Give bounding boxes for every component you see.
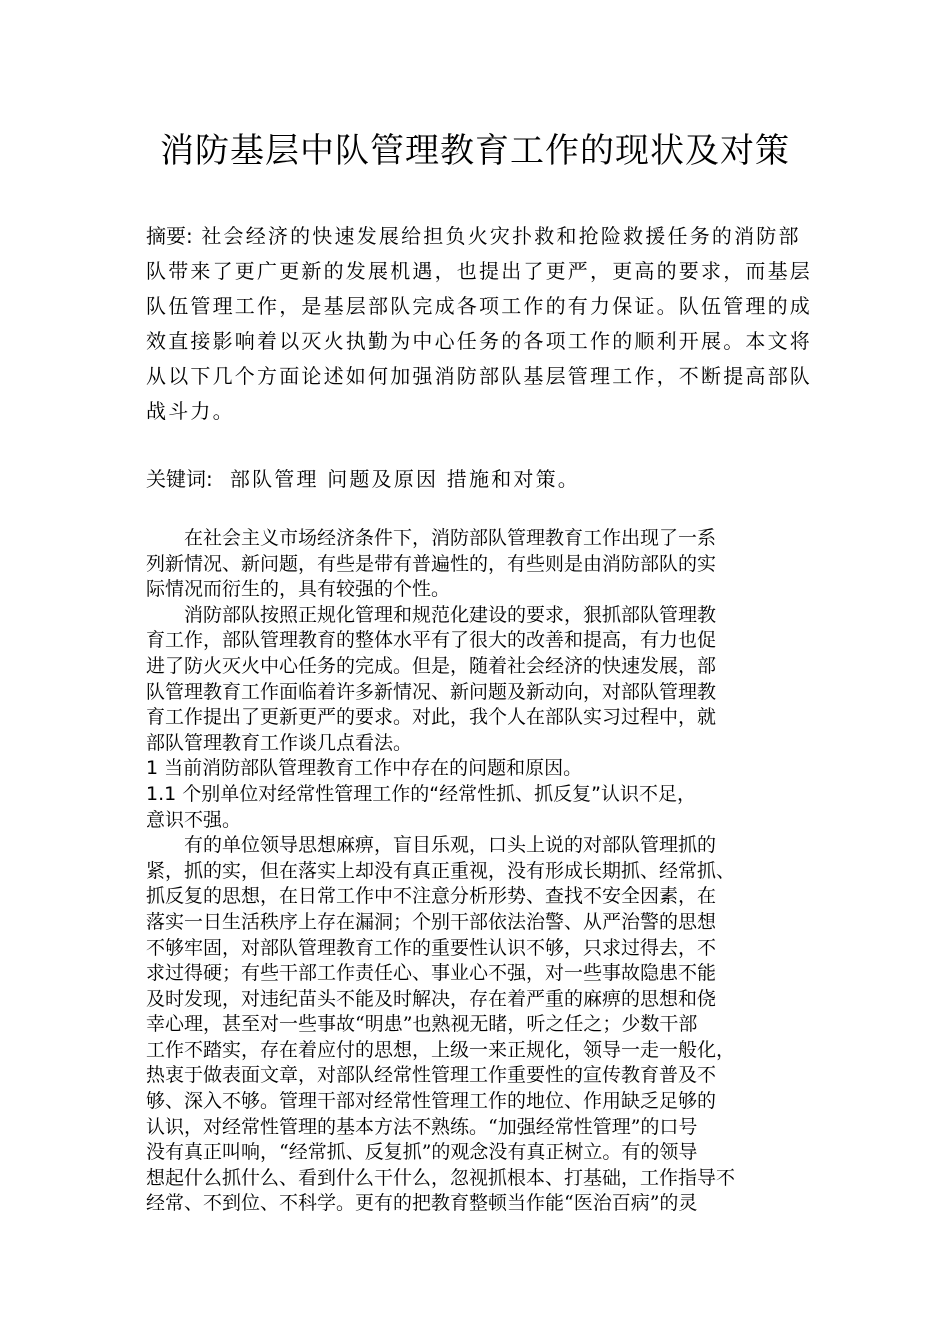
abstract-section xyxy=(146,219,811,429)
paragraph-line: 落实一日生活秩序上存在漏洞；个别干部依法治警、从严治警的思想 xyxy=(146,910,717,933)
paragraph-line: 列新情况、新问题，有些是带有普遍性的，有些则是由消防部队的实 xyxy=(146,552,717,575)
paragraph-line: 紧，抓的实，但在落实上却没有真正重视，没有形成长期抓、经常抓、 xyxy=(146,859,736,882)
paragraph-line: 经常、不到位、不科学。更有的把教育整顿当作能“医治百病”的灵 xyxy=(146,1192,698,1215)
paragraph-line: 在社会主义市场经济条件下，消防部队管理教育工作出现了一系 xyxy=(146,527,717,549)
paragraph-line: 队管理教育工作面临着许多新情况、新问题及新动向，对部队管理教 xyxy=(146,680,717,703)
document-title: 消防基层中队管理教育工作的现状及对策 xyxy=(160,131,790,171)
abstract-line: 战斗力。 xyxy=(146,399,235,423)
paragraph-line: 幸心理，甚至对一些事故“明患”也熟视无睹，听之任之；少数干部 xyxy=(146,1013,698,1036)
abstract-line xyxy=(146,219,811,254)
paragraph-line: 热衷于做表面文章，对部队经常性管理工作重要性的宣传教育普及不 xyxy=(146,1064,717,1087)
paragraph-line: 消防部队按照正规化管理和规范化建设的要求，狠抓部队管理教 xyxy=(146,603,717,626)
paragraph-line: 想起什么抓什么、看到什么干什么，忽视抓根本、打基础，工作指导不 xyxy=(146,1166,736,1189)
keywords-label: 关键词: xyxy=(146,467,213,491)
paragraph-line: 进了防火灭火中心任务的完成。但是，随着社会经济的快速发展，部 xyxy=(146,654,717,677)
paragraph-line: 够、深入不够。管理干部对经常性管理工作的地位、作用缺乏足够的 xyxy=(146,1090,717,1113)
paragraph-line: 不够牢固，对部队管理教育工作的重要性认识不够，只求过得去，不 xyxy=(146,936,717,959)
paragraph-line: 部队管理教育工作谈几点看法。 xyxy=(146,731,413,754)
abstract-line: 队伍管理工作，是基层部队完成各项工作的有力保证。队伍管理的成 xyxy=(146,294,812,318)
paragraph-line: 求过得硬；有些干部工作责任心、事业心不强，对一些事故隐患不能 xyxy=(146,962,717,985)
keywords-section xyxy=(146,462,580,497)
abstract-label: 摘要: xyxy=(146,224,193,248)
keywords-text: 部队管理 问题及原因 措施和对策。 xyxy=(229,467,580,491)
paragraph-line: 际情况而衍生的，具有较强的个性。 xyxy=(146,578,451,601)
abstract-line: 从以下几个方面论述如何加强消防部队基层管理工作，不断提高部队 xyxy=(146,364,812,388)
paragraph-line: 育工作，部队管理教育的整体水平有了很大的改善和提高，有力也促 xyxy=(146,629,717,652)
section-heading: 1 当前消防部队管理教育工作中存在的问题和原因。 xyxy=(146,757,583,780)
abstract-line: 队带来了更广更新的发展机遇，也提出了更严，更高的要求，而基层 xyxy=(146,259,812,283)
subsection-heading: 意识不强。 xyxy=(146,808,242,831)
abstract-text: 社会经济的快速发展给担负火灾扑救和抢险救援任务的消防部 xyxy=(201,224,801,248)
paragraph-line: 有的单位领导思想麻痹，盲目乐观，口头上说的对部队管理抓的 xyxy=(146,834,717,857)
abstract-line: 效直接影响着以灭火执勤为中心任务的各项工作的顺利开展。本文将 xyxy=(146,329,812,353)
subsection-heading: 1.1 个别单位对经常性管理工作的“经常性抓、抓反复”认识不足， xyxy=(146,782,696,805)
body-text xyxy=(146,526,811,1217)
paragraph-line: 育工作提出了更新更严的要求。对此，我个人在部队实习过程中，就 xyxy=(146,706,717,729)
paragraph-line: 及时发现，对违纪苗头不能及时解决，存在着严重的麻痹的思想和侥 xyxy=(146,987,717,1010)
paragraph-line: 没有真正叫响，“经常抓、反复抓”的观念没有真正树立。有的领导 xyxy=(146,1141,698,1164)
paragraph-line: 抓反复的思想，在日常工作中不注意分析形势、查找不安全因素，在 xyxy=(146,885,717,908)
paragraph-line: 工作不踏实，存在着应付的思想，上级一来正规化，领导一走一般化， xyxy=(146,1038,736,1061)
paragraph-line: 认识，对经常性管理的基本方法不熟练。“加强经常性管理”的口号 xyxy=(146,1115,698,1138)
